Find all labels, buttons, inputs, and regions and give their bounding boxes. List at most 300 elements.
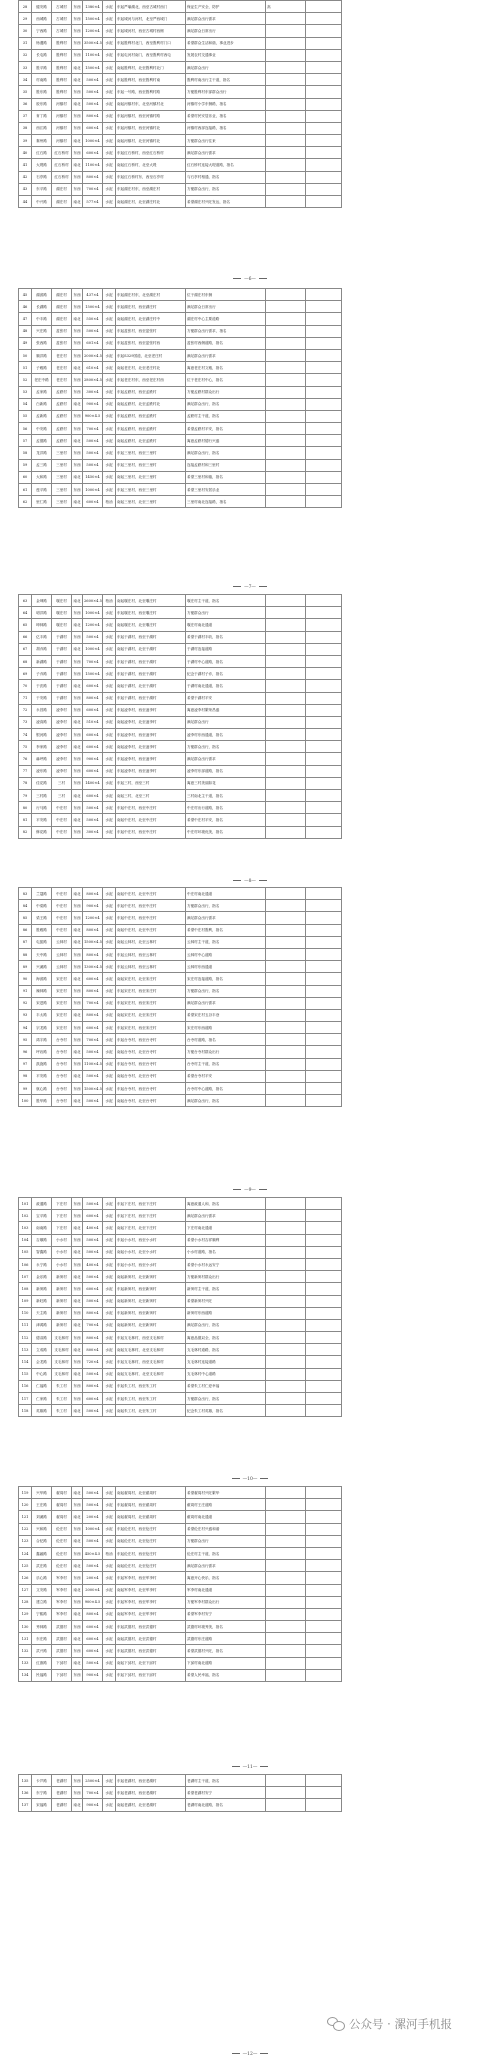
table-cell: 东起于湖村，西至于湖村 (116, 655, 186, 667)
table-cell: 南北 (72, 1271, 83, 1283)
table-cell: 东西 (72, 337, 83, 349)
table-cell: 127 (19, 1584, 32, 1596)
table-cell: 东西 (72, 1258, 83, 1270)
table-cell (266, 948, 306, 960)
table-cell: 40 (19, 147, 32, 159)
table-cell: 水泥 (103, 423, 116, 435)
table-cell: 东起河镇村，西至河镇村路 (116, 110, 186, 122)
table-cell: 武德村环境秀美，指名 (186, 1621, 266, 1633)
table-cell (306, 61, 342, 73)
table-row (19, 159, 342, 171)
table-cell: 鑫融路 (32, 1547, 52, 1559)
table-cell: 英雄路 (32, 1405, 52, 1417)
table-cell (306, 888, 342, 900)
table-cell: 修花路 (32, 826, 52, 838)
table-cell: 亿丰路 (32, 631, 52, 643)
table-cell: 村南路 (32, 74, 52, 86)
table-cell: 纪念于湖村子乔，指名 (186, 668, 266, 680)
table-cell: 凌李村 (52, 704, 72, 716)
table-cell: 水泥 (103, 985, 116, 997)
table-row (19, 447, 342, 459)
table-cell (306, 196, 342, 208)
table-cell: 84 (19, 900, 32, 912)
table-cell: 南北 (72, 1535, 83, 1547)
table-row (19, 619, 342, 631)
table-row (19, 1332, 342, 1344)
table-cell: 新窦村 (52, 1295, 72, 1307)
table-cell: 49 (19, 337, 32, 349)
table-cell (266, 1356, 306, 1368)
table-cell: 东起S329国道，北至老庄村 (116, 349, 186, 361)
table-cell: 会龙路 (32, 1356, 52, 1368)
table-cell (306, 1283, 342, 1295)
table-cell: 中梁路 (32, 900, 52, 912)
table-cell (266, 171, 306, 183)
table-row (19, 1572, 342, 1584)
table-cell: 武德村东庄道路 (186, 1633, 266, 1645)
table-cell: 水泥 (103, 924, 116, 936)
table-cell: 中庄村 (52, 814, 72, 826)
table-cell (266, 496, 306, 508)
table-cell: 东西 (72, 1787, 83, 1799)
table-cell: 水泥 (103, 607, 116, 619)
table-cell: 希望于湖村丰收，指名 (186, 631, 266, 643)
table-cell: 胜平路 (32, 61, 52, 73)
table-cell: 水泥 (103, 631, 116, 643)
table-cell: 东起武德村，西至武德村 (116, 1621, 186, 1633)
table-cell: 601×4 (83, 337, 103, 349)
table-cell: 三里村南北连接路，指名 (186, 496, 266, 508)
table-cell: 36 (19, 98, 32, 110)
table-cell: 东起中庄村，西至中庄村 (116, 900, 186, 912)
table-cell: 水泥 (103, 1009, 116, 1021)
table-cell: 610×4 (83, 362, 103, 374)
table-cell: 水泥 (103, 1560, 116, 1572)
table-cell: 水泥 (103, 814, 116, 826)
table-cell (306, 1633, 342, 1645)
table-cell: 水泥 (103, 1234, 116, 1246)
table-cell (266, 1046, 306, 1058)
table-cell: 老湖村主干道，指名 (186, 1775, 266, 1787)
table-cell: 600×4 (83, 680, 103, 692)
table-cell (266, 1022, 306, 1034)
table-cell: 32 (19, 49, 32, 61)
table-cell: 三村南北主干道，指名 (186, 790, 266, 802)
table-cell: 宁熙路 (32, 1608, 52, 1620)
table-cell: 李家路 (32, 741, 52, 753)
table-cell: 800×4 (83, 1332, 103, 1344)
table-cell: 300×4 (83, 386, 103, 398)
table-cell (306, 471, 342, 483)
table-cell: 希望新窦村兴旺 (186, 1295, 266, 1307)
table-cell: 东西 (72, 147, 83, 159)
table-cell: 水泥 (103, 802, 116, 814)
table-cell: 700×4 (83, 655, 103, 667)
table-cell: 秦州路 (32, 135, 52, 147)
table-cell: 800×4 (83, 1344, 103, 1356)
table-cell (266, 1535, 306, 1547)
table-cell: 银河路 (32, 729, 52, 741)
table-cell: 南北 (72, 924, 83, 936)
table-cell: 500×4 (83, 74, 103, 86)
table-cell: 2500×4 (83, 1775, 103, 1787)
table-cell: 寓意孟跌村德行兴盛 (186, 435, 266, 447)
table-cell: 新湖路 (32, 655, 52, 667)
table-cell: 东西 (72, 1210, 83, 1222)
table-cell: 东西 (72, 183, 83, 195)
table-row (19, 1621, 342, 1633)
table-cell: 水泥 (103, 765, 116, 777)
table-cell: 伦庄村主干道，指名 (186, 1547, 266, 1559)
table-cell: 600×4 (83, 147, 103, 159)
table-cell (266, 1198, 306, 1210)
table-cell: 1500×4.5 (83, 1083, 103, 1095)
table-cell (266, 25, 306, 37)
table-cell: 孟跌村 (52, 386, 72, 398)
table-cell: 800×4 (83, 1307, 103, 1319)
table-cell: 南北 (72, 1584, 83, 1596)
table-cell: 军李村南北通道 (186, 1584, 266, 1596)
table-cell: 800×4 (83, 1009, 103, 1021)
table-cell: 100 (19, 1095, 32, 1107)
page-number: —10— (0, 1477, 500, 1482)
table-cell (306, 1222, 342, 1234)
table-cell: 水泥 (103, 973, 116, 985)
table-cell: 兴溪路 (32, 961, 52, 973)
table-cell: 南起台寺村，北至台寺村 (116, 1046, 186, 1058)
table-cell: 东起下庄村，西至下庄村 (116, 1210, 186, 1222)
table-cell: 1300×4.5 (83, 961, 103, 973)
table-row (19, 1368, 342, 1380)
table-cell (266, 912, 306, 924)
table-cell: 方便群众出行，指名 (186, 183, 266, 195)
table-cell: 800×4 (83, 1380, 103, 1392)
table-cell: 85 (19, 912, 32, 924)
table-row (19, 86, 342, 98)
table-cell: 支毛林村 (52, 1332, 72, 1344)
table-cell: 500×4 (83, 86, 103, 98)
table-cell: 宋庄村东西道路 (186, 1022, 266, 1034)
table-cell: 凌李村 (52, 765, 72, 777)
table-cell: 1100×4.5 (83, 1058, 103, 1070)
table-cell: 南北 (72, 362, 83, 374)
table-row (19, 1775, 342, 1787)
table-row (19, 1405, 342, 1417)
table-cell: 与石亭村相通，指名 (186, 171, 266, 183)
table-cell: 希望孟跌村平安，指名 (186, 423, 266, 435)
table-cell: 新窦村 (52, 1307, 72, 1319)
table-cell: 翟周村 (52, 1499, 72, 1511)
table-cell: 114 (19, 1356, 32, 1368)
table-cell: 121 (19, 1511, 32, 1523)
table-cell: 水泥 (103, 1511, 116, 1523)
table-cell: 38 (19, 122, 32, 134)
table-cell (306, 997, 342, 1009)
table-row (19, 741, 342, 753)
table-cell (266, 753, 306, 765)
table-cell: 水泥 (103, 49, 116, 61)
table-cell: 水泥 (103, 1246, 116, 1258)
table-cell: 南起下庄村，北至下庄村 (116, 1222, 186, 1234)
table-cell (266, 147, 306, 159)
table-cell: 孟三路 (32, 459, 52, 471)
table-cell: 水泥 (103, 900, 116, 912)
table-cell (266, 13, 306, 25)
table-cell: 胶东路 (32, 98, 52, 110)
table-cell: 台寺村 (52, 1083, 72, 1095)
table-row (19, 1258, 342, 1270)
table-cell: 南起三里村，北至三里村 (116, 471, 186, 483)
table-cell: 下庄村 (52, 1210, 72, 1222)
table-cell: 南起堰庄村，北至堰庄村 (116, 619, 186, 631)
table-cell (266, 631, 306, 643)
table-cell: 东起台寺村，西至台寺村 (116, 1034, 186, 1046)
table-cell: 76 (19, 753, 32, 765)
table-cell: 60 (19, 471, 32, 483)
table-cell (266, 122, 306, 134)
table-cell: 44 (19, 196, 32, 208)
table-row (19, 61, 342, 73)
table-row (19, 337, 342, 349)
table-cell (306, 1368, 342, 1380)
table-cell: 东起河镇村，西至河镇村北 (116, 122, 186, 134)
table-cell: 新窦村 (52, 1283, 72, 1295)
table-cell (306, 398, 342, 410)
table-cell: 水泥 (103, 1, 116, 13)
table-cell: 宋庄村 (52, 973, 72, 985)
table-cell: 600×4 (83, 790, 103, 802)
table-cell: 南起胜利村，北至胜利村北门 (116, 61, 186, 73)
table-cell: 石亭路 (32, 171, 52, 183)
table-cell (266, 826, 306, 838)
table-cell: 龙洋路 (32, 447, 52, 459)
table-cell: 123 (19, 1535, 32, 1547)
table-cell: 59 (19, 459, 32, 471)
table-cell (306, 1234, 342, 1246)
table-cell: 45 (19, 289, 32, 301)
table-cell: 水泥 (103, 13, 116, 25)
table-cell: 满足群众出行需求 (186, 349, 266, 361)
table-cell: 400×4 (83, 1258, 103, 1270)
table-cell: 胜利村 (52, 61, 72, 73)
table-cell: 66 (19, 631, 32, 643)
table-cell: 育丁路 (32, 110, 52, 122)
table-row (19, 777, 342, 789)
table-cell: 台寺村 (52, 1034, 72, 1046)
table-cell: 方便军李村群众出行 (186, 1596, 266, 1608)
table-cell: 下庄村南北通道 (186, 1222, 266, 1234)
table-cell: 南起于湖村，北至于湖村 (116, 643, 186, 655)
table-cell: 方便群众出行需求，指名 (186, 325, 266, 337)
table-row (19, 1246, 342, 1258)
table-cell: 水泥 (103, 196, 116, 208)
table-cell: 500×4 (83, 1070, 103, 1082)
table-cell: 东起三里村，西至三里村 (116, 447, 186, 459)
table-cell (266, 814, 306, 826)
table-row (19, 459, 342, 471)
table-cell: 健安路 (32, 1, 52, 13)
table-cell: 800×4 (83, 888, 103, 900)
road-table-3 (18, 594, 342, 839)
table-cell: 水泥 (103, 655, 116, 667)
table-cell: 希望伦庄村兴盛和谐 (186, 1523, 266, 1535)
table-cell: 津鸿路 (32, 1319, 52, 1331)
table-cell: 水泥 (103, 692, 116, 704)
table-cell: 47 (19, 313, 32, 325)
table-cell: 方便群众出行，指名 (186, 900, 266, 912)
table-cell: 126 (19, 1572, 32, 1584)
table-cell: 74 (19, 729, 32, 741)
table-cell: 东西 (72, 997, 83, 1009)
table-cell: 东西 (72, 1356, 83, 1368)
table-cell: 水泥 (103, 1523, 116, 1535)
table-cell: 方便孟跌村群众出行 (186, 386, 266, 398)
table-cell: 水泥 (103, 1584, 116, 1596)
page-number: —11— (0, 1765, 500, 1770)
table-cell: 长屯路 (32, 49, 52, 61)
table-cell: 东起云林村，西至云林村 (116, 961, 186, 973)
table-cell: 平安路 (32, 814, 52, 826)
table-cell (266, 1547, 306, 1559)
table-cell (266, 196, 306, 208)
table-cell: 东起盆张村，西至盆张村 (116, 325, 186, 337)
table-row (19, 1499, 342, 1511)
table-cell: 900×4 (83, 1669, 103, 1681)
table-cell (306, 423, 342, 435)
table-cell (266, 86, 306, 98)
table-cell: 东西 (72, 484, 83, 496)
table-cell: 54 (19, 398, 32, 410)
table-cell: 124 (19, 1547, 32, 1559)
table-cell (306, 325, 342, 337)
table-cell: 水泥 (103, 912, 116, 924)
table-cell: 133 (19, 1657, 32, 1669)
table-cell: 500×4 (83, 1246, 103, 1258)
table-cell: 南北 (72, 398, 83, 410)
table-cell (266, 1283, 306, 1295)
table-cell: 秀林路 (32, 1621, 52, 1633)
table-cell: 南北 (72, 595, 83, 607)
table-cell: 东西 (72, 1058, 83, 1070)
table-cell (266, 1095, 306, 1107)
table-cell: 900×4 (83, 398, 103, 410)
table-cell (266, 362, 306, 374)
table-cell: 东西 (72, 668, 83, 680)
table-cell: 小水村 (52, 1246, 72, 1258)
table-cell: 佳花路 (32, 777, 52, 789)
table-cell: 89 (19, 961, 32, 973)
table-cell (306, 1405, 342, 1417)
table-cell (306, 1487, 342, 1499)
table-cell (306, 912, 342, 924)
table-cell: 东西 (72, 122, 83, 134)
table-cell: 下庄村 (52, 1222, 72, 1234)
table-cell: 胜华路 (32, 1095, 52, 1107)
table-cell: 水泥 (103, 790, 116, 802)
table-cell: 86 (19, 924, 32, 936)
table-cell: 南北 (72, 74, 83, 86)
table-cell (306, 643, 342, 655)
table-cell: 河镇村 (52, 122, 72, 134)
table-cell (306, 484, 342, 496)
table-cell: 胡乔路 (32, 643, 52, 655)
table-cell: 堰庄村 (52, 619, 72, 631)
table-cell: 军李村 (52, 1596, 72, 1608)
table-cell: 水泥 (103, 1283, 116, 1295)
table-cell (306, 86, 342, 98)
table-cell: 水泥 (103, 1356, 116, 1368)
table-cell: 101 (19, 1198, 32, 1210)
table-cell: 南北 (72, 1511, 83, 1523)
table-row (19, 912, 342, 924)
table-cell (306, 135, 342, 147)
table-cell: 73 (19, 716, 32, 728)
table-cell: 中兴路 (32, 196, 52, 208)
table-row (19, 1, 342, 13)
table-cell: 南起武德村，北至武德村 (116, 1633, 186, 1645)
table-cell: 文安路 (32, 1584, 52, 1596)
table-cell: 600×4 (83, 729, 103, 741)
table-cell (306, 655, 342, 667)
table-cell: 95 (19, 1034, 32, 1046)
table-cell: 东西 (72, 86, 83, 98)
table-cell: 台寺村 (52, 1095, 72, 1107)
table-cell: 寓意凌李村繁荣昌盛 (186, 704, 266, 716)
table-cell: 翟周村 (52, 1511, 72, 1523)
table-cell: 水泥 (103, 289, 116, 301)
table-cell: 水泥 (103, 1669, 116, 1681)
table-cell: 500×4 (83, 631, 103, 643)
table-cell (306, 753, 342, 765)
table-cell: 胜利村 (52, 49, 72, 61)
table-cell: 希望武德村兴旺，指名 (186, 1645, 266, 1657)
table-cell: 500×4 (83, 1657, 103, 1669)
table-cell (266, 1307, 306, 1319)
table-cell: 水泥 (103, 122, 116, 134)
table-cell: 刘溪路 (32, 1511, 52, 1523)
table-cell: 赫坪路 (32, 753, 52, 765)
table-cell: 水泥 (103, 110, 116, 122)
table-cell (306, 826, 342, 838)
table-cell: 119 (19, 1487, 32, 1499)
table-cell: 中安路 (32, 423, 52, 435)
table-cell: 500×4 (83, 1405, 103, 1417)
table-cell: 兴华路 (32, 1487, 52, 1499)
table-cell: 500×4 (83, 1046, 103, 1058)
table-cell: 老庄中路 (32, 374, 52, 386)
table-cell: 希望小水村吉祥顺利 (186, 1234, 266, 1246)
table-cell: 中庄村 (52, 912, 72, 924)
table-cell: 朱工村 (52, 1405, 72, 1417)
table-cell (266, 1775, 306, 1787)
table-cell: 武兴路 (32, 1645, 52, 1657)
table-cell: 方便群众出行，指名 (186, 985, 266, 997)
table-cell: 希望湖庄村兴旺发达，指名 (186, 196, 266, 208)
table-cell: 东起支毛林村，西至支毛林村 (116, 1332, 186, 1344)
table-row (19, 1222, 342, 1234)
table-cell: 东起新窦村，西至新窦村 (116, 1283, 186, 1295)
table-cell (266, 159, 306, 171)
table-cell: 凯旋路 (32, 1058, 52, 1070)
table-cell (266, 1669, 306, 1681)
table-cell: 800×4 (83, 171, 103, 183)
table-row (19, 997, 342, 1009)
table-row (19, 1046, 342, 1058)
table-cell (306, 1271, 342, 1283)
table-cell: 500×4 (83, 1487, 103, 1499)
table-cell: 800×4 (83, 985, 103, 997)
table-cell: 宝平路 (32, 1210, 52, 1222)
